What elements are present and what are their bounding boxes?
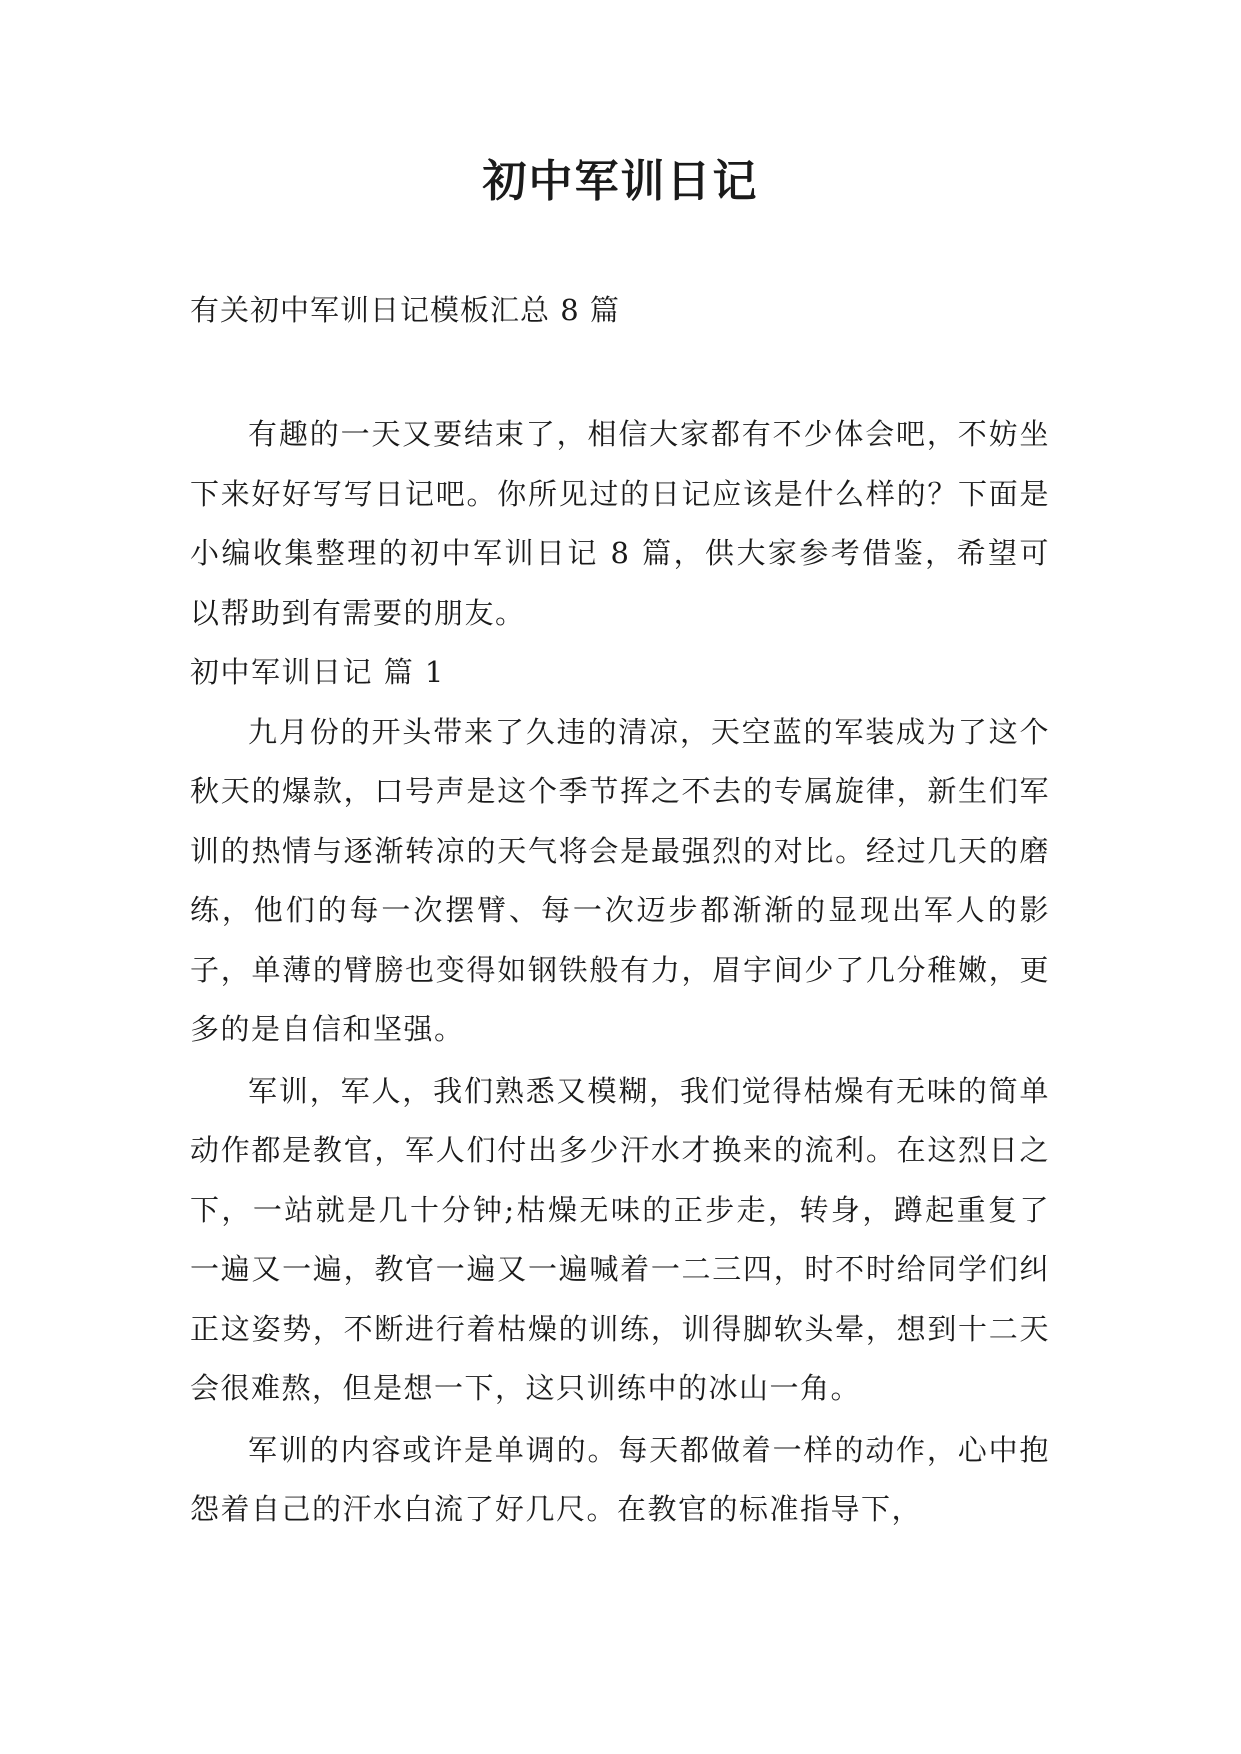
document-subtitle: 有关初中军训日记模板汇总 8 篇 bbox=[190, 293, 620, 327]
body-paragraph-1: 九月份的开头带来了久违的清凉，天空蓝的军装成为了这个秋天的爆款，口号声是这个季节挥之不去的专属旋律，新生们军训的热情与逐渐转凉的天气将会是最强烈的对比。经过几天的磨练，他们的每一次摆臂、每一次迈步都渐渐的显现出军人的影子，单薄的臂膀也变得如钢铁般有力，眉宇间少了几分稚嫩，更多的是自信和坚强。 bbox=[190, 714, 1050, 1046]
body-paragraph-3: 军训的内容或许是单调的。每天都做着一样的动作，心中抱怨着自己的汗水白流了好几尺。在教官的标准指导下， bbox=[190, 1432, 1050, 1526]
intro-paragraph: 有趣的一天又要结束了，相信大家都有不少体会吧，不妨坐下来好好写写日记吧。你所见过的日记应该是什么样的？下面是小编收集整理的初中军训日记 8 篇，供大家参考借鉴，希望可以帮助到有需要的朋友。 bbox=[190, 417, 1050, 630]
section-heading: 初中军训日记 篇 1 bbox=[190, 655, 445, 689]
body-paragraph-2: 军训，军人，我们熟悉又模糊，我们觉得枯燥有无味的简单动作都是教官，军人们付出多少汗水才换来的流利。在这烈日之下，一站就是几十分钟;枯燥无味的正步走，转身，蹲起重复了一遍又一遍，教官一遍又一遍喊着一二三四，时不时给同学们纠正这姿势，不断进行着枯燥的训练，训得脚软头晕，想到十二天会很难熬，但是想一下，这只训练中的冰山一角。 bbox=[190, 1073, 1050, 1405]
document-body bbox=[190, 405, 1050, 1540]
document-title: 初中军训日记 bbox=[482, 156, 759, 207]
